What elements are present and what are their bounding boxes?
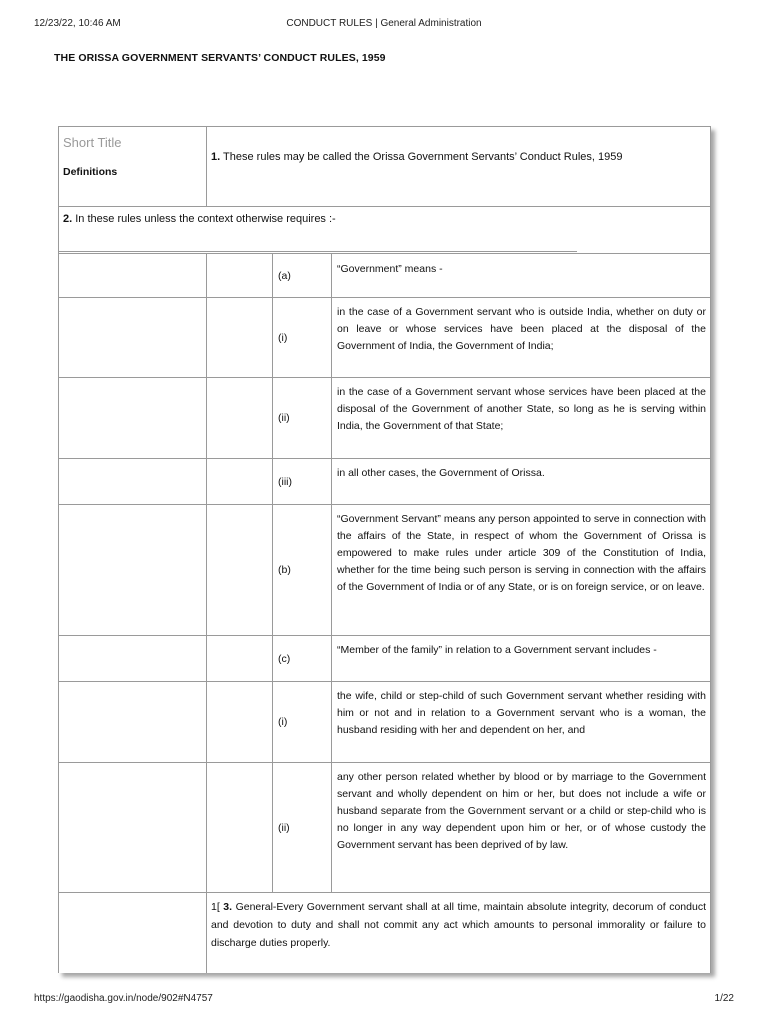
empty-cell (59, 298, 207, 377)
clause-label: (ii) (278, 412, 290, 424)
rules-table (58, 126, 711, 973)
clause-text-cell (331, 505, 710, 635)
clause-label-cell (272, 254, 332, 297)
separator-line (59, 251, 577, 252)
clause-text-cell (331, 682, 710, 762)
table-row (59, 682, 710, 763)
empty-cell (206, 298, 273, 377)
clause-text-cell (331, 298, 710, 377)
short-title-label: Short Title (63, 135, 122, 150)
clause-text: in the case of a Government servant who is outside India, whether on duty or on leave or whose services have been placed at the disposal of the Government of India, the Government of India; (337, 306, 706, 352)
empty-cell (59, 763, 207, 892)
clause-label-cell (272, 378, 332, 458)
empty-cell (59, 893, 207, 973)
rule-2 (63, 213, 336, 225)
definitions-label: Definitions (63, 166, 118, 178)
empty-cell (206, 254, 273, 297)
clause-label: (a) (278, 269, 291, 282)
table-row (59, 505, 710, 636)
rule-3 (211, 898, 706, 952)
clause-label-cell (272, 505, 332, 635)
clause-text-cell (331, 459, 710, 504)
clause-label: (b) (278, 564, 291, 576)
rule-2-text: In these rules unless the context otherwise requires :- (72, 213, 336, 225)
print-page-title: CONDUCT RULES | General Administration (286, 18, 482, 29)
rule-3-prefix: 1[ (211, 901, 224, 913)
clause-label: (iii) (278, 475, 292, 488)
clause-text-cell (331, 763, 710, 892)
clause-text-cell (331, 378, 710, 458)
rule-3-number: 3. (223, 901, 233, 913)
clause-label: (c) (278, 652, 291, 665)
table-row (59, 763, 710, 893)
print-url: https://gaodisha.gov.in/node/902#N4757 (34, 993, 213, 1004)
rule-1-number: 1. (211, 151, 221, 163)
rule-1-text: These rules may be called the Orissa Government Servants’ Conduct Rules, 1959 (220, 151, 623, 163)
empty-cell (206, 682, 273, 762)
intro-block (59, 127, 710, 207)
print-page-number: 1/22 (714, 993, 734, 1004)
empty-cell (206, 505, 273, 635)
clause-label: (ii) (278, 821, 290, 834)
rule-2-number: 2. (63, 213, 73, 225)
table-row (59, 253, 710, 298)
empty-cell (206, 636, 273, 681)
empty-cell (206, 459, 273, 504)
table-row (59, 298, 710, 378)
table-row (59, 459, 710, 505)
empty-cell (206, 763, 273, 892)
print-datetime: 12/23/22, 10:46 AM (34, 18, 121, 29)
clause-label-cell (272, 682, 332, 762)
definitions-grid (59, 253, 710, 973)
empty-cell (59, 459, 207, 504)
clause-text: in the case of a Government servant whose services have been placed at the disposal of the Government of another State, so long as he is serving within India, the Government of that State; (337, 386, 706, 432)
clause-text: “Member of the family” in relation to a Government servant includes - (337, 644, 657, 656)
document-title: THE ORISSA GOVERNMENT SERVANTS’ CONDUCT RULES, 1959 (54, 52, 386, 64)
empty-cell (206, 378, 273, 458)
empty-cell (59, 254, 207, 297)
rule-1 (211, 151, 623, 163)
empty-cell (59, 636, 207, 681)
clause-text: “Government Servant” means any person appointed to serve in connection with the affairs of the State, in respect of whom the Government of Orissa is empowered to make rules under article 309 of the Constitution of India, whether for the time being such person is serving in connection with the affairs of the Government of India or of any State, or is on foreign service, or on leave. (337, 513, 706, 593)
rule-3-text: General-Every Government servant shall at all time, maintain absolute integrity, decorum of conduct and devotion to duty and shall not commit any act which amounts to personal immorality or failure to discharge duties properly. (211, 901, 706, 949)
clause-label-cell (272, 298, 332, 377)
clause-text: the wife, child or step-child of such Government servant whether residing with him or not and in relation to a Government servant who is a woman, the husband residing with her and dependent on her, and (337, 690, 706, 736)
clause-label: (i) (278, 331, 288, 344)
clause-text-cell (331, 636, 710, 681)
clause-text: any other person related whether by blood or by marriage to the Government servant and wholly dependent on him or her, but does not include a wife or husband separate from the Government servant or a child or step-child who is no longer in any way dependent upon him or her, or of whose custody the Government servant has been deprived of by law. (337, 771, 706, 851)
clause-text-cell (331, 254, 710, 297)
clause-label-cell (272, 459, 332, 504)
table-row (59, 636, 710, 682)
intro-side-cell (59, 127, 207, 206)
empty-cell (59, 378, 207, 458)
clause-label-cell (272, 636, 332, 681)
empty-cell (59, 505, 207, 635)
table-row (59, 378, 710, 459)
clause-label-cell (272, 763, 332, 892)
clause-text: “Government” means - (337, 263, 443, 275)
rule-3-row (59, 893, 710, 973)
clause-label: (i) (278, 716, 288, 728)
empty-cell (59, 682, 207, 762)
clause-text: in all other cases, the Government of Orissa. (337, 467, 545, 479)
